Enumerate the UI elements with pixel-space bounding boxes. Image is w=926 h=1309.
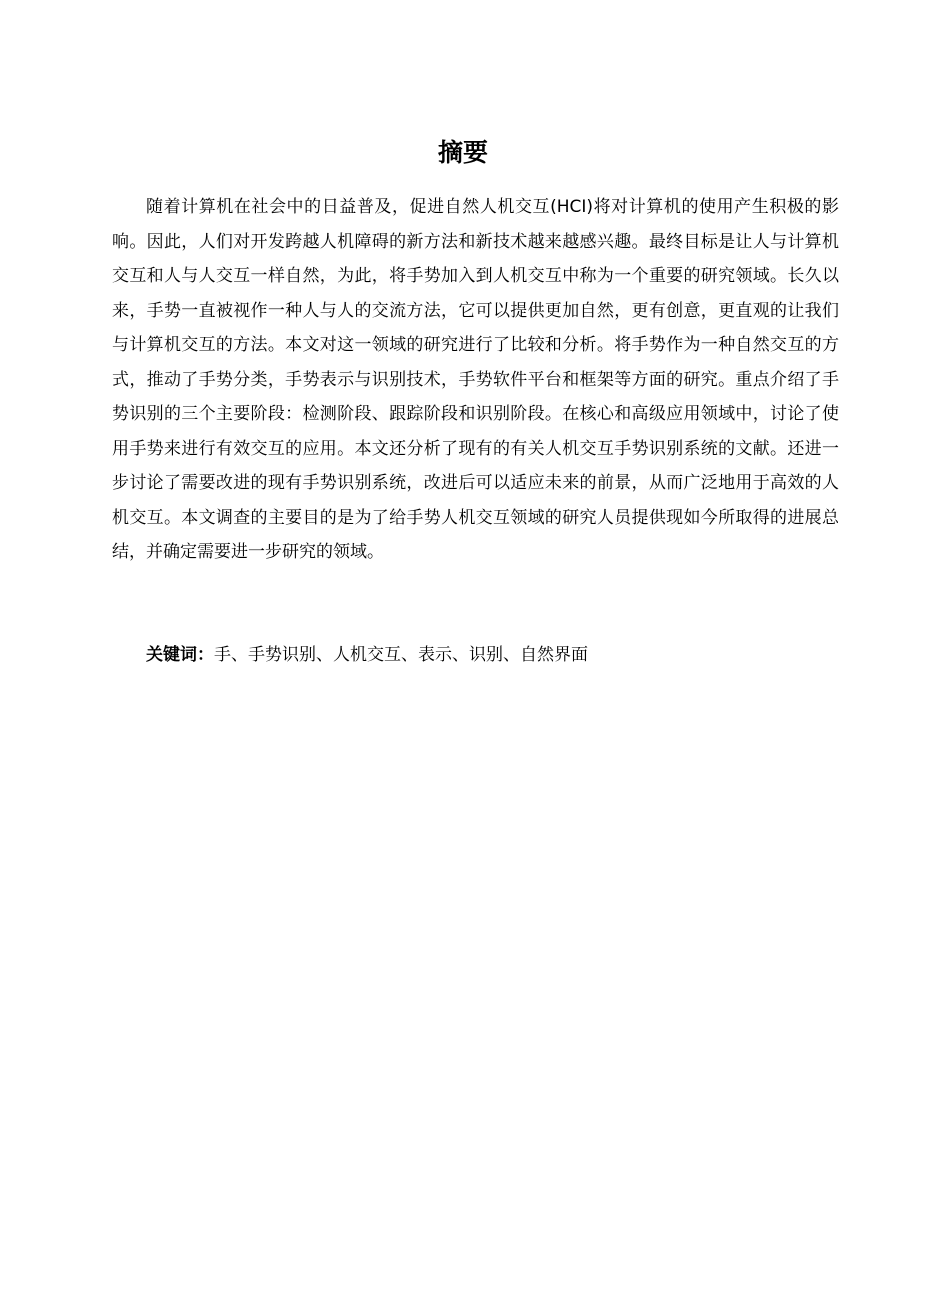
abstract-title: 摘要 xyxy=(437,138,488,167)
keywords-list: 手、手势识别、人机交互、表示、识别、自然界面 xyxy=(214,645,588,665)
keywords-label: 关键词： xyxy=(146,645,214,665)
keywords-line xyxy=(146,638,839,673)
abstract-body: 随着计算机在社会中的日益普及，促进自然人机交互(HCI)将对计算机的使用产生积极的影响。因此，人们对开发跨越人机障碍的新方法和新技术越来越感兴趣。最终目标是让人与计算机交互和人与人交互一样自然，为此，将手势加入到人机交互中称为一个重要的研究领域。长久以来，手势一直被视作一种人与人的交流方法，它可以提供更加自然，更有创意，更直观的让我们与计算机交互的方法。本文对这一领域的研究进行了比较和分析。将手势作为一种自然交互的方式，推动了手势分类，手势表示与识别技术，手势软件平台和框架等方面的研究。重点介绍了手势识别的三个主要阶段：检测阶段、跟踪阶段和识别阶段。在核心和高级应用领域中，讨论了使用手势来进行有效交互的应用。本文还分析了现有的有关人机交互手势识别系统的文献。还进一步讨论了需要改进的现有手势识别系统，改进后可以适应未来的前景，从而广泛地用于高效的人机交互。本文调查的主要目的是为了给手势人机交互领域的研究人员提供现如今所取得的进展总结，并确定需要进一步研究的领域。 xyxy=(112,197,839,562)
